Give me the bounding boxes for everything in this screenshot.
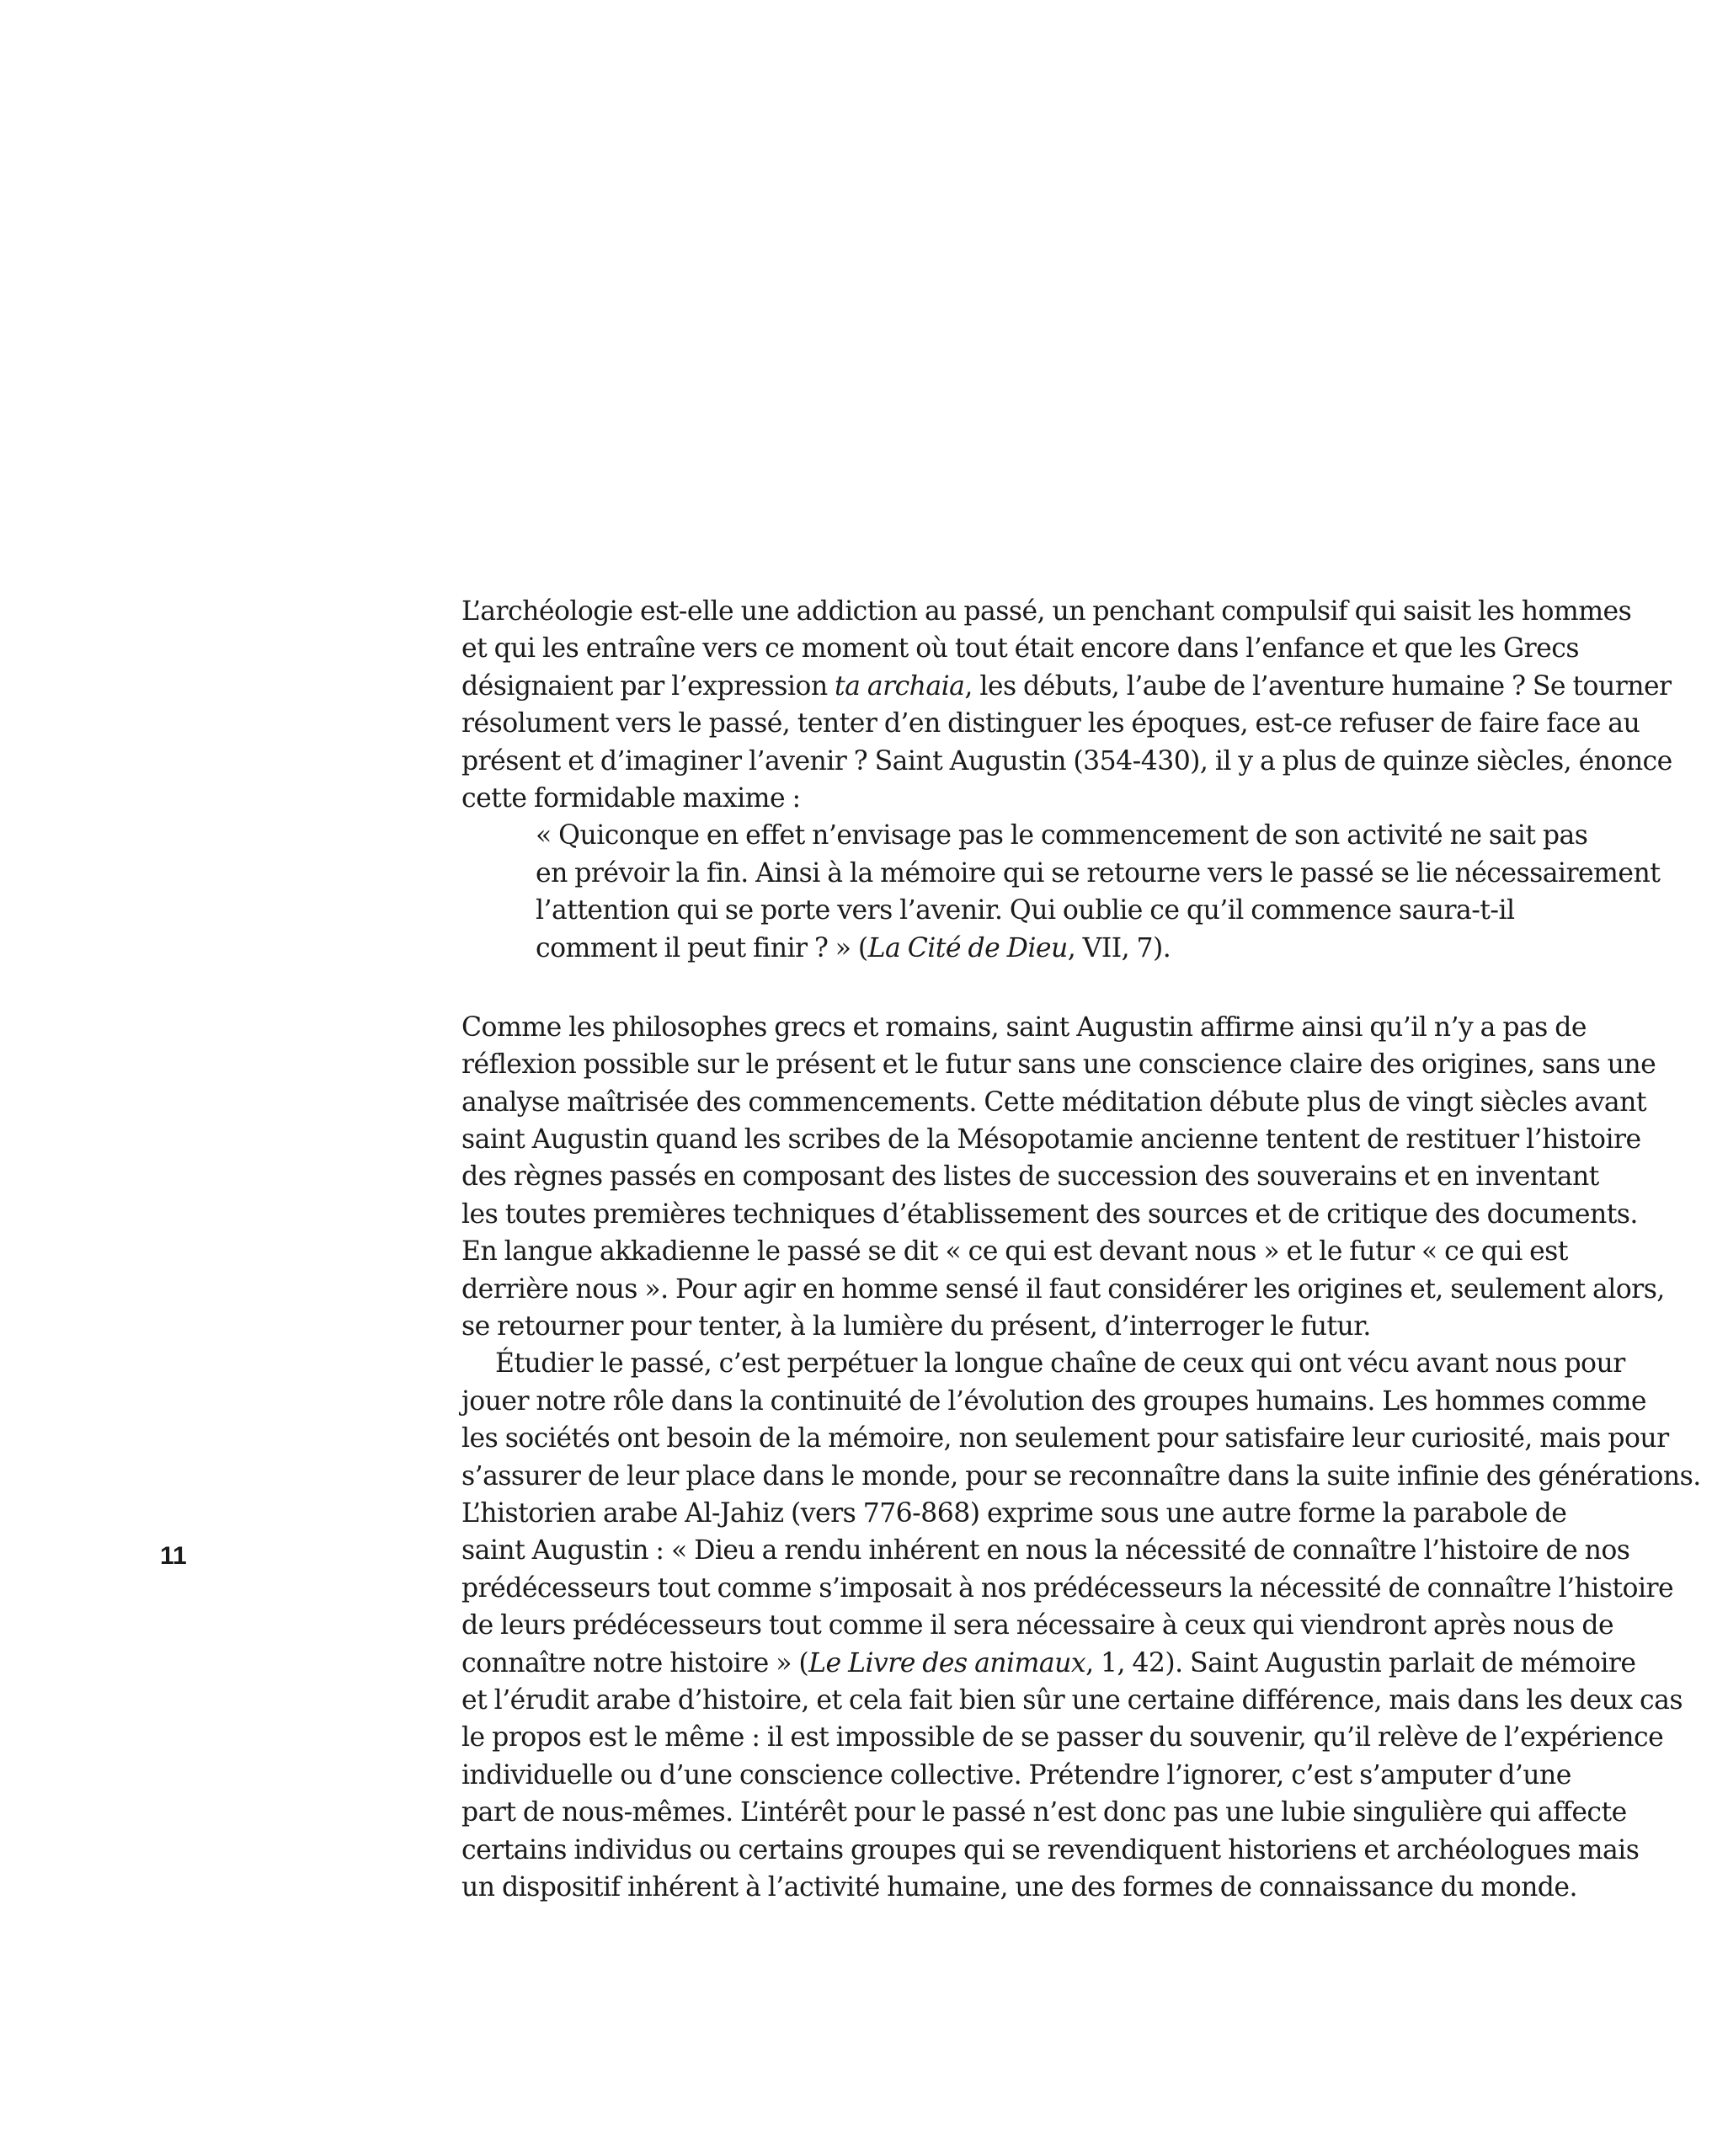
text-line: analyse maîtrisée des commencements. Cette méditation débute plus de vingt siècles avant [461, 1086, 1647, 1118]
text-line: Étudier le passé, c’est perpétuer la longue chaîne de ceux qui ont vécu avant nous pour [495, 1348, 1625, 1380]
text-line: résolument vers le passé, tenter d’en distinguer les époques, est-ce refuser de faire face au [461, 708, 1640, 739]
text-run: , VII, 7). [1067, 932, 1171, 963]
text-line: individuelle ou d’une conscience collective. Prétendre l’ignorer, c’est s’amputer d’une [461, 1759, 1571, 1790]
body-text [461, 593, 1701, 1906]
text-line: les sociétés ont besoin de la mémoire, non seulement pour satisfaire leur curiosité, mais pour [461, 1423, 1669, 1454]
block-quote [461, 817, 1661, 967]
quote-line: « Quiconque en effet n’envisage pas le commencement de son activité ne sait pas [536, 820, 1588, 851]
text-line: des règnes passés en composant des listes de succession des souverains et en inventant [461, 1161, 1599, 1193]
text-line: et qui les entraîne vers ce moment où tout était encore dans l’enfance et que les Grecs [461, 633, 1579, 664]
text-run: comment il peut finir ? » ( [536, 932, 868, 963]
italic-title: La Cité de Dieu [867, 932, 1068, 963]
text-line: s’assurer de leur place dans le monde, pour se reconnaître dans la suite infinie des générations. [461, 1460, 1701, 1492]
text-line: certains individus ou certains groupes qui se revendiquent historiens et archéologues mais [461, 1834, 1640, 1865]
text-line: derrière nous ». Pour agir en homme sensé il faut considérer les origines et, seulement alors, [461, 1273, 1665, 1305]
text-line: L’historien arabe Al-Jahiz (vers 776-868) exprime sous une autre forme la parabole de [461, 1497, 1567, 1529]
text-run: désignaient par l’expression [461, 670, 835, 702]
text-line: cette formidable maxime : [461, 782, 801, 814]
text-line: présent et d’imaginer l’avenir ? Saint Augustin (354-430), il y a plus de quinze siècles, énonce [461, 745, 1672, 776]
text-run: , 1, 42). Saint Augustin parlait de mémoire [1085, 1647, 1636, 1678]
quote-line: en prévoir la fin. Ainsi à la mémoire qui se retourne vers le passé se lie nécessairement [536, 857, 1661, 889]
text-line [461, 1645, 1636, 1682]
text-run: connaître notre histoire » ( [461, 1647, 809, 1678]
quote-line: l’attention qui se porte vers l’avenir. Qui oublie ce qu’il commence saura-t-il [536, 895, 1515, 926]
text-line: prédécesseurs tout comme s’imposait à nos prédécesseurs la nécessité de connaître l’histoire [461, 1572, 1674, 1604]
text-line: En langue akkadienne le passé se dit « ce qui est devant nous » et le futur « ce qui est [461, 1236, 1568, 1267]
text-line: et l’érudit arabe d’histoire, et cela fait bien sûr une certaine différence, mais dans les deux cas [461, 1684, 1683, 1716]
text-run: , les débuts, l’aube de l’aventure humaine ? Se tourner [964, 670, 1672, 702]
page-number: 11 [160, 1542, 187, 1570]
text-line: les toutes premières techniques d’établissement des sources et de critique des documents. [461, 1198, 1638, 1230]
text-line: L’archéologie est-elle une addiction au passé, un penchant compulsif qui saisit les hommes [461, 596, 1632, 627]
body-paragraph-2 [461, 1345, 1701, 1906]
text-line: Comme les philosophes grecs et romains, saint Augustin affirme ainsi qu’il n’y a pas de [461, 1011, 1587, 1043]
body-paragraph-1 [461, 1009, 1665, 1346]
paragraph-gap [461, 967, 1632, 1009]
text-line [461, 668, 1672, 705]
text-line: de leurs prédécesseurs tout comme il sera nécessaire à ceux qui viendront après nous de [461, 1610, 1614, 1641]
text-line: réflexion possible sur le présent et le futur sans une conscience claire des origines, sans une [461, 1049, 1656, 1081]
text-line: un dispositif inhérent à l’activité humaine, une des formes de connaissance du monde. [461, 1871, 1577, 1903]
text-line: part de nous-mêmes. L’intérêt pour le passé n’est donc pas une lubie singulière qui affecte [461, 1797, 1627, 1828]
text-line: saint Augustin : « Dieu a rendu inhérent en nous la nécessité de connaître l’histoire de nos [461, 1535, 1630, 1566]
text-line: le propos est le même : il est impossible de se passer du souvenir, qu’il relève de l’expérience [461, 1722, 1664, 1753]
text-line: se retourner pour tenter, à la lumière du présent, d’interroger le futur. [461, 1311, 1371, 1342]
quote-line [461, 930, 1632, 967]
italic-title: Le Livre des animaux [808, 1647, 1086, 1678]
text-line: saint Augustin quand les scribes de la Mésopotamie ancienne tentent de restituer l’histoire [461, 1124, 1641, 1155]
intro-paragraph [461, 593, 1672, 817]
text-line: jouer notre rôle dans la continuité de l’évolution des groupes humains. Les hommes comme [461, 1385, 1646, 1417]
italic-term: ta archaia [835, 670, 965, 702]
